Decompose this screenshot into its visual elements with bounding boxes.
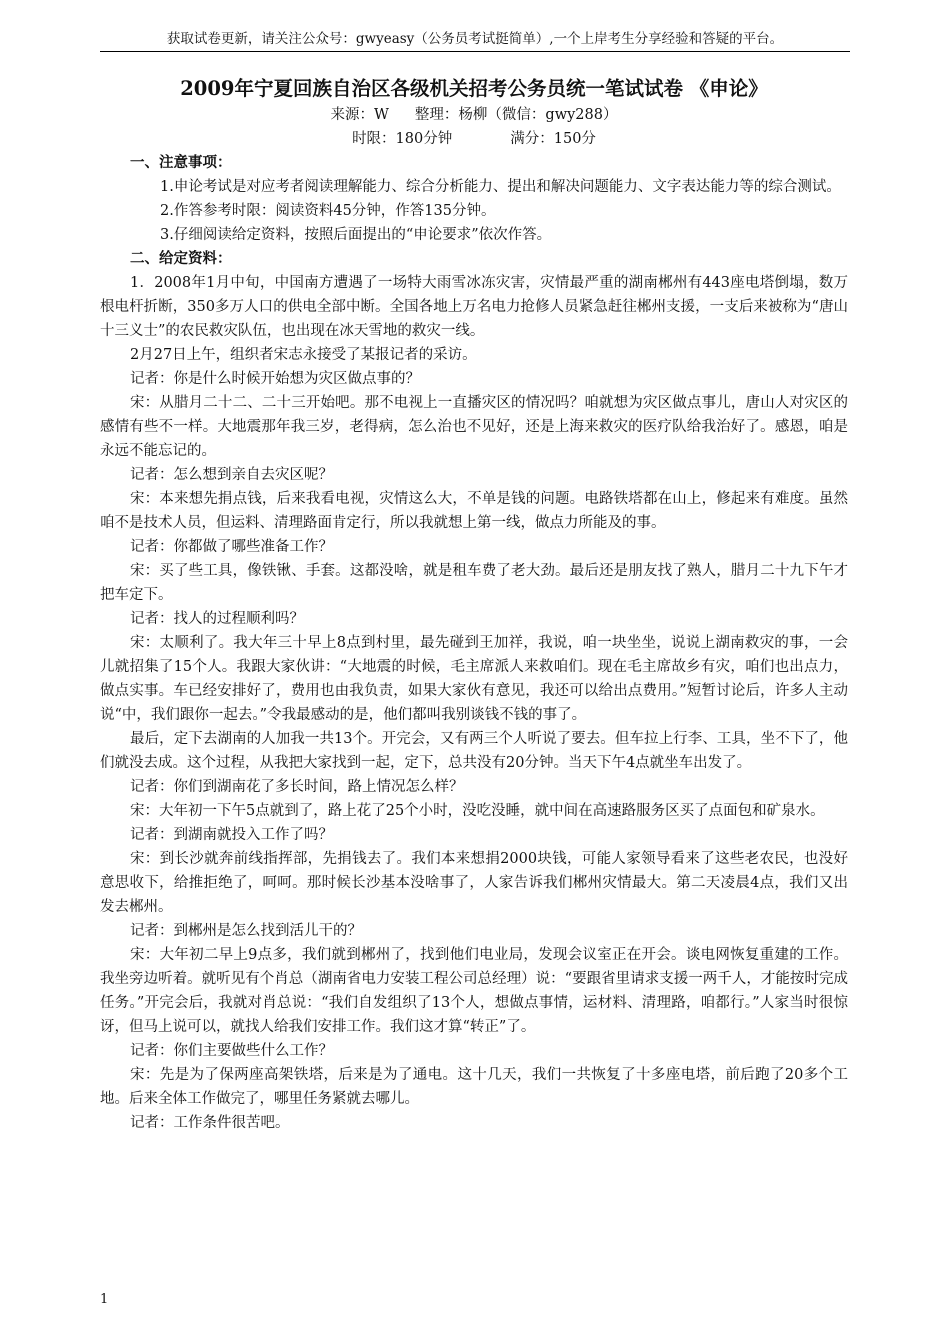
meta-source-line [100,103,848,127]
note-text: 作答参考时限：阅读资料45分钟，作答135分钟。 [173,203,496,219]
document-body [100,76,848,1135]
note-number: 1. [160,179,174,195]
interview-line: 记者：你是什么时候开始想为灾区做点事的？ [130,371,420,387]
interview-line: 宋：大年初一下午5点就到了，路上花了25个小时，没吃没睡，就中间在高速路服务区买了点面包和矿泉水。 [130,803,825,819]
interview-line: 最后，定下去湖南的人加我一共13个。开完会，又有两三个人听说了要去。但车拉上行李、工具，坐不下了，他们就没去成。这个过程，从我把大家找到一起，定下，总共没有20分钟。当天下午4点就坐车出发了。 [100,731,848,771]
interview-line: 记者：到湖南就投入工作了吗？ [130,827,333,843]
interview-line: 宋：先是为了保两座高架铁塔，后来是为了通电。这十几天，我们一共恢复了十多座电塔，前后跑了20多个工地。后来全体工作做完了，哪里任务紧就去哪儿。 [100,1067,848,1107]
interview-line: 记者：怎么想到亲自去灾区呢？ [130,467,333,483]
note-item [100,223,848,247]
header-divider [100,51,850,52]
material-paragraph: 2月27日上午，组织者宋志永接受了某报记者的采访。 [130,347,477,363]
meta-source: 来源：W [330,107,389,123]
interview-line: 宋：本来想先捐点钱，后来我看电视，灾情这么大，不单是钱的问题。电路铁塔都在山上，修起来有难度。虽然咱不是技术人员，但运料、清理路面肯定行，所以我就想上第一线，做点力所能及的事。 [100,491,848,531]
material-paragraph: 1．2008年1月中旬，中国南方遭遇了一场特大雨雪冰冻灾害，灾情最严重的湖南郴州有443座电塔倒塌，数万根电杆折断，350多万人口的供电全部中断。全国各地上万名电力抢修人员紧急赶往郴州支援，一支后来被称为“唐山十三义士”的农民救灾队伍，也出现在冰天雪地的救灾一线。 [100,275,848,339]
interview-line: 记者：你都做了哪些准备工作？ [130,539,333,555]
note-item [100,199,848,223]
interview-line: 宋：买了些工具，像铁锹、手套。这都没啥，就是租车费了老大劲。最后还是朋友找了熟人，腊月二十九下午才把车定下。 [100,563,848,603]
meta-time-line [100,127,848,151]
interview-line: 记者：找人的过程顺利吗？ [130,611,304,627]
interview-line: 记者：你们主要做些什么工作？ [130,1043,333,1059]
materials-heading: 二、给定资料： [130,250,232,267]
meta-time-limit: 时限：180分钟 [352,131,453,147]
interview-line: 宋：从腊月二十二、二十三开始吧。那不电视上一直播灾区的情况吗？咱就想为灾区做点事儿，唐山人对灾区的感情有些不一样。大地震那年我三岁，老得病，怎么治也不见好，还是上海来救灾的医疗队给我治好了。感恩，咱是永远不能忘记的。 [100,395,848,459]
notes-heading: 一、注意事项： [130,154,232,171]
page-number: 1 [100,1292,109,1307]
interview-line: 记者：工作条件很苦吧。 [130,1115,290,1131]
note-text: 仔细阅读给定资料，按照后面提出的“申论要求”依次作答。 [173,227,552,243]
interview-line: 宋：太顺利了。我大年三十早上8点到村里，最先碰到王加祥，我说，咱一块坐坐，说说上湖南救灾的事，一会儿就招集了15个人。我跟大家伙讲：“大地震的时候，毛主席派人来救咱们。现在毛主席故乡有灾，咱们也出点力，做点实事。车已经安排好了，费用也由我负责，如果大家伙有意见，我还可以给出点费用。”短暂讨论后，许多人主动说“中，我们跟你一起去。”令我最感动的是，他们都叫我别谈钱不钱的事了。 [100,635,848,723]
interview-line: 记者：你们到湖南花了多长时间，路上情况怎么样？ [130,779,464,795]
interview-line: 记者：到郴州是怎么找到活儿干的？ [130,923,362,939]
note-number: 2. [160,203,174,219]
meta-editor: 整理：杨柳（微信：gwy288） [414,107,618,123]
note-item [100,175,848,199]
note-number: 3. [160,227,174,243]
header-notice: 获取试卷更新，请关注公众号：gwyeasy（公务员考试挺简单）,一个上岸考生分享经验和答疑的平台。 [166,31,784,47]
note-text: 申论考试是对应考者阅读理解能力、综合分析能力、提出和解决问题能力、文字表达能力等的综合测试。 [173,179,841,195]
interview-line: 宋：大年初二早上9点多，我们就到郴州了，找到他们电业局，发现会议室正在开会。谈电网恢复重建的工作。我坐旁边听着。就听见有个肖总（湖南省电力安装工程公司总经理）说：“要跟省里请求支援一两千人，才能按时完成任务。”开完会后，我就对肖总说：“我们自发组织了13个人，想做点事情，运材料、清理路，咱都行。”人家当时很惊讶，但马上说可以，就找人给我们安排工作。我们这才算“转正”了。 [100,947,848,1035]
page-title: 2009年宁夏回族自治区各级机关招考公务员统一笔试试卷 《申论》 [180,77,768,100]
meta-full-score: 满分：150分 [510,131,596,147]
interview-line: 宋：到长沙就奔前线指挥部，先捐钱去了。我们本来想捐2000块钱，可能人家领导看来了这些老农民，也没好意思收下，给推拒绝了，呵呵。那时候长沙基本没啥事了，人家告诉我们郴州灾情最大。第二天凌晨4点，我们又出发去郴州。 [100,851,848,915]
